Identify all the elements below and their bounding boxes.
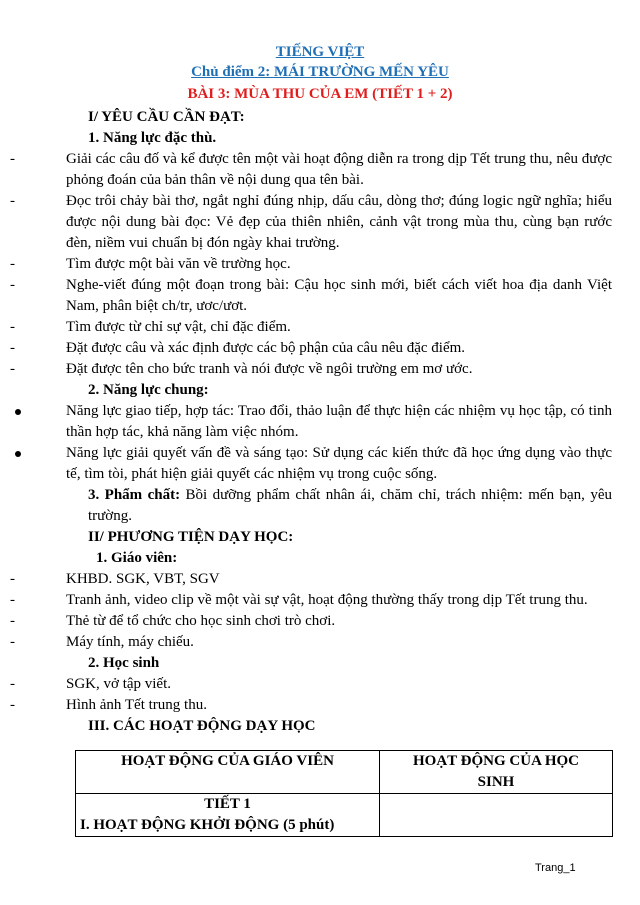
dash-marker: - [10, 634, 15, 650]
section-3-heading: III. CÁC HOẠT ĐỘNG DẠY HỌC [88, 718, 316, 734]
dash-marker: - [10, 571, 15, 587]
subsection-1-2-heading: 2. Năng lực chung: [88, 382, 209, 398]
list-item: - Thẻ từ để tổ chức cho học sinh chơi trò chơi. [66, 611, 612, 632]
teacher-materials-list [10, 569, 612, 653]
list-item: - Tìm được một bài văn về trường học. [66, 254, 612, 275]
list-item: - Đặt được câu và xác định được các bộ phận của câu nêu đặc điểm. [66, 338, 612, 359]
list-item: - Đặt được tên cho bức tranh và nói được về ngôi trường em mơ ước. [66, 359, 612, 380]
dash-marker: - [10, 151, 15, 167]
student-activity-header: HOẠT ĐỘNG CỦA HỌC SINH [380, 751, 613, 794]
bullet-icon [15, 451, 21, 457]
theme-title [0, 64, 640, 81]
teacher-heading: 1. Giáo viên: [96, 550, 178, 566]
quality-paragraph [66, 485, 612, 527]
lesson-title: BÀI 3: MÙA THU CỦA EM (TIẾT 1 + 2) [187, 86, 453, 102]
bullet-item: Năng lực giải quyết vấn đề và sáng tạo: Sử dụng các kiến thức đã học ứng dụng vào thực tế, tìm tòi, phát hiện giải quyết các nhiệm vụ trong cuộc sống. [66, 443, 612, 485]
section-1-heading: I/ YÊU CẦU CẦN ĐẠT: [88, 109, 245, 125]
activity-label: I. HOẠT ĐỘNG KHỞI ĐỘNG (5 phút) [80, 817, 335, 833]
page-number: Trang_1 [535, 862, 576, 874]
general-competency-list [66, 401, 612, 485]
dash-marker: - [10, 613, 15, 629]
quality-label: 3. Phẩm chất: [88, 487, 181, 503]
student-cell [380, 794, 613, 837]
list-item: - Máy tính, máy chiếu. [66, 632, 612, 653]
period-cell [76, 794, 380, 837]
list-item: - Nghe-viết đúng một đoạn trong bài: Cậu học sinh mới, biết cách viết hoa địa danh Việt Nam, phân biệt ch/tr, ươc/ươt. [10, 277, 612, 314]
period-label: TIẾT 1 [204, 796, 251, 812]
subsection-1-1-heading: 1. Năng lực đặc thù. [88, 130, 217, 146]
list-item: - Tranh ảnh, video clip về một vài sự vật, hoạt động thường thấy trong dịp Tết trung thu. [66, 590, 612, 611]
document-body [10, 107, 612, 737]
list-item: - SGK, vở tập viết. [66, 674, 612, 695]
theme-text: Chủ điểm 2: MÁI TRƯỜNG MẾN YÊU [191, 64, 449, 80]
dash-marker: - [10, 676, 15, 692]
bullet-icon [15, 409, 21, 415]
dash-marker: - [10, 277, 15, 293]
student-materials-list [10, 674, 612, 716]
subject-title: TIẾNG VIỆT [275, 44, 365, 60]
dash-marker: - [10, 361, 15, 377]
list-item: - Giải các câu đố và kể được tên một vài hoạt động diễn ra trong dịp Tết trung thu, nêu được phỏng đoán của bản thân về nội dung qua tên bài. [10, 151, 612, 188]
quality-text: Bồi dưỡng phẩm chất nhân ái, chăm chỉ, trách nhiệm: mến bạn, yêu trường. [88, 487, 612, 524]
dash-marker: - [10, 193, 15, 209]
section-2-heading: II/ PHƯƠNG TIỆN DẠY HỌC: [88, 529, 294, 545]
bullet-item: Năng lực giao tiếp, hợp tác: Trao đổi, thảo luận để thực hiện các nhiệm vụ học tập, có tinh thần hợp tác, khả năng làm việc nhóm. [66, 401, 612, 443]
activities-table [75, 750, 613, 837]
teacher-activity-header: HOẠT ĐỘNG CỦA GIÁO VIÊN [76, 751, 380, 794]
list-item: - Hình ảnh Tết trung thu. [66, 695, 612, 716]
dash-marker: - [10, 319, 15, 335]
specific-competency-list [10, 149, 612, 380]
dash-marker: - [10, 592, 15, 608]
dash-marker: - [10, 697, 15, 713]
list-item: - KHBD. SGK, VBT, SGV [66, 569, 612, 590]
student-heading: 2. Học sinh [88, 655, 160, 671]
dash-marker: - [10, 256, 15, 272]
table-header-row [76, 751, 613, 794]
table-row [76, 794, 613, 837]
list-item: - Đọc trôi chảy bài thơ, ngắt nghỉ đúng nhịp, dấu câu, dòng thơ; đúng logic ngữ nghĩa; hiểu được nội dung bài đọc: Vẻ đẹp của thiên nhiên, cảnh vật trong mùa thu, cùng bạn rước đèn, niềm vui chuẩn bị đón ngày khai trường. [10, 193, 612, 251]
list-item: - Tìm được từ chỉ sự vật, chỉ đặc điểm. [66, 317, 612, 338]
dash-marker: - [10, 340, 15, 356]
